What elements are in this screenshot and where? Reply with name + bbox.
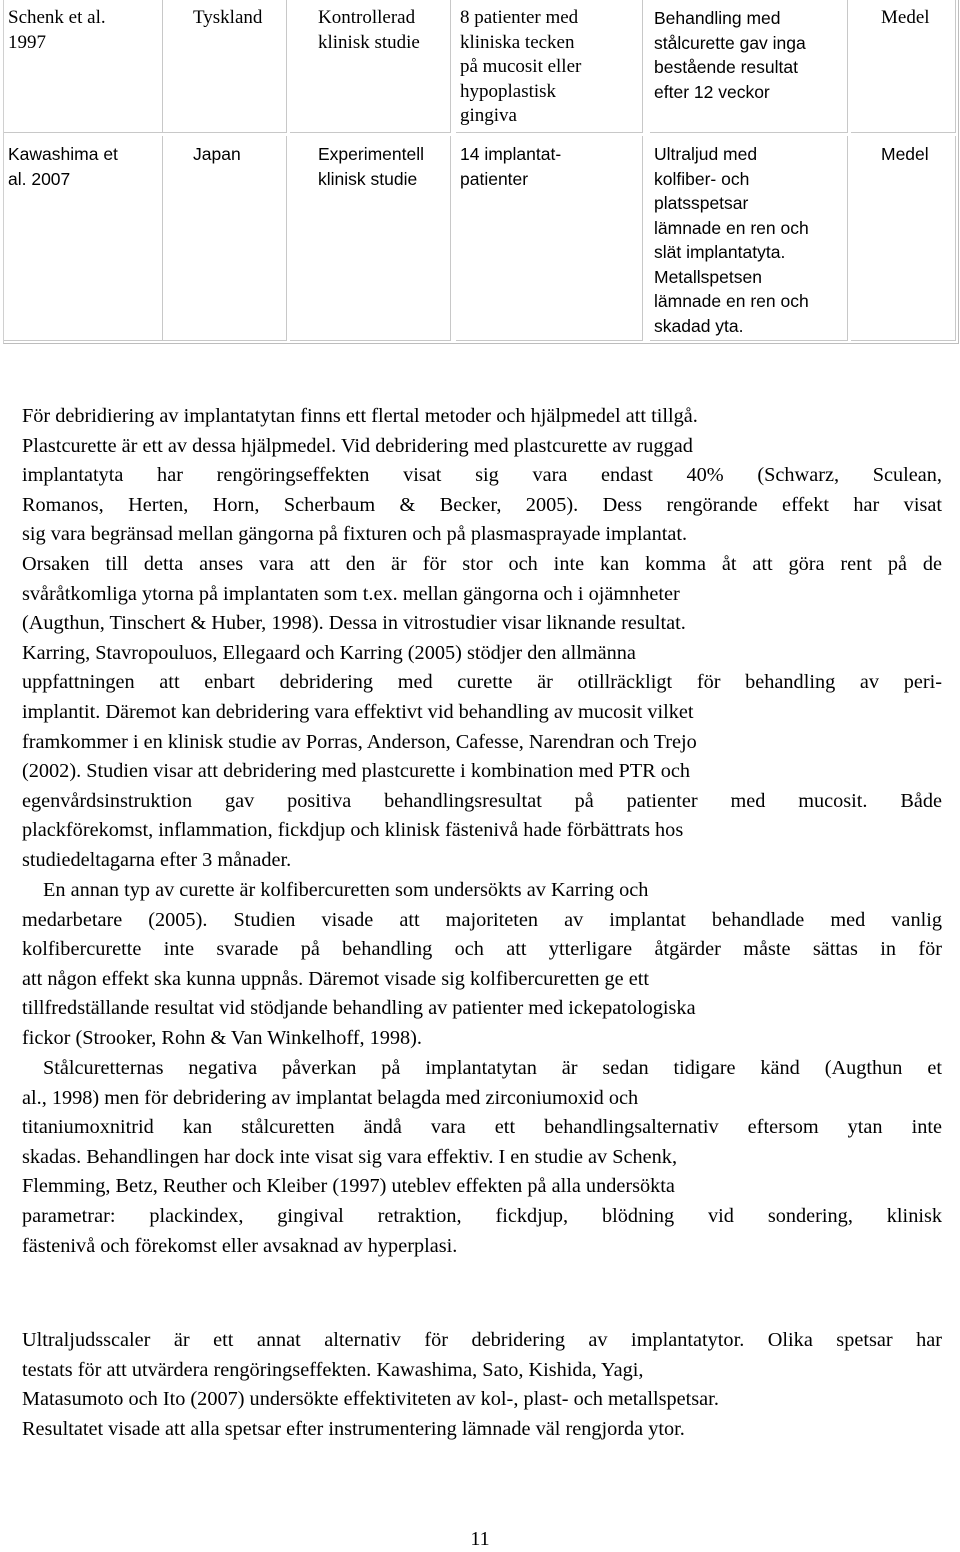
text-line: Stålcuretternas negativa påverkan på implantatytan är sedan tidigare känd (Augthun et [43, 1057, 942, 1079]
text-line: sig vara begränsad mellan gängorna på fixturen och på plasmasprayade implantat. [22, 523, 688, 546]
text-line: Matasumoto och Ito (2007) undersökte effektiviteten av kol-, plast- och metallspetsar. [22, 1388, 719, 1411]
cell-line: skadad yta. [654, 315, 744, 336]
cell-line: kliniska tecken [460, 31, 575, 53]
studies-table [3, 0, 959, 344]
cell-line: Kontrollerad [318, 7, 416, 28]
text-line: (2002). Studien visar att debridering med plastcurette i kombination med PTR och [22, 760, 691, 783]
text-line: Karring, Stavropouluos, Ellegaard och Karring (2005) stödjer den allmänna [22, 641, 636, 664]
cell-sample-2 [456, 136, 643, 341]
cell-line: klinisk studie [318, 31, 420, 53]
text-line: plackförekomst, inflammation, fickdjup och klinisk fästenivå hade förbättrats hos [22, 819, 684, 842]
cell-line: lämnade en ren och [654, 217, 809, 238]
text-line: studiedeltagarna efter 3 månader. [22, 848, 292, 871]
cell-design-1 [290, 0, 451, 133]
cell-line: 8 patienter med [460, 7, 579, 28]
text-line: uppfattningen att enbart debridering med curette är otillräckligt för behandling av peri- [22, 671, 942, 694]
page-number: 11 [470, 1528, 490, 1550]
cell-quality-2 [851, 136, 956, 341]
cell-line: Ultraljud med [654, 144, 758, 164]
cell-line: Schenk et al. [8, 7, 106, 28]
cell-line: 1997 [8, 31, 46, 53]
paragraph-3 [22, 1054, 942, 1261]
cell-line: klinisk studie [318, 168, 418, 189]
text-line: testats för att utvärdera rengöringseffekten. Kawashima, Sato, Kishida, Yagi, [22, 1358, 644, 1381]
cell-line: Kawashima et [8, 144, 118, 164]
cell-author-2 [4, 136, 163, 341]
text-line: fästenivå och förekomst eller avsaknad av hyperplasi. [22, 1234, 458, 1257]
cell-author-1 [4, 0, 163, 133]
text-line: att någon effekt ska kunna uppnås. Däremot visade sig kolfibercuretten ge ett [22, 967, 650, 990]
cell-line: Medel [881, 144, 929, 164]
cell-sample-1 [456, 0, 643, 133]
cell-line: lämnade en ren och [654, 291, 809, 311]
cell-line: hypoplastisk [460, 80, 557, 102]
text-line: Plastcurette är ett av dessa hjälpmedel. Vid debridering med plastcurette av ruggad [22, 434, 693, 457]
cell-line: al. 2007 [8, 168, 71, 189]
text-line: implantit. Däremot kan debridering vara effektivt vid behandling av mucosit vilket [22, 700, 694, 723]
cell-quality-1 [851, 0, 956, 133]
cell-line: gingiva [460, 105, 517, 126]
text-line: Flemming, Betz, Reuther och Kleiber (1997) uteblev effekten på alla undersökta [22, 1175, 675, 1198]
cell-country-2 [163, 136, 287, 341]
cell-line: stålcurette gav inga [654, 32, 806, 53]
text-line: tillfredställande resultat vid stödjande behandling av patienter med ickepatologiska [22, 997, 696, 1020]
cell-line: Experimentell [318, 144, 425, 164]
text-line: medarbetare (2005). Studien visade att majoriteten av implantat behandlade med vanlig [22, 908, 942, 931]
cell-line: Tyskland [193, 7, 263, 28]
cell-country-1 [163, 0, 287, 133]
cell-line: Behandling med [654, 8, 781, 28]
text-line: fickor (Strooker, Rohn & Van Winkelhoff, 1998). [22, 1026, 422, 1049]
cell-result-1 [650, 0, 848, 133]
text-line: En annan typ av curette är kolfibercuretten som undersökts av Karring och [43, 879, 649, 901]
cell-line: 14 implantat- [460, 144, 562, 164]
paragraph-4 [22, 1326, 942, 1444]
text-line: titaniumoxnitrid kan stålcuretten ändå vara ett behandlingsalternativ eftersom ytan inte [22, 1116, 942, 1139]
cell-line: patienter [460, 168, 529, 189]
text-line: skadas. Behandlingen har dock inte visat sig vara effektiv. I en studie av Schenk, [22, 1145, 678, 1168]
text-line: För debridiering av implantatytan finns ett flertal metoder och hjälpmedel att tillgå. [22, 405, 698, 427]
cell-line: Japan [193, 144, 241, 164]
text-line: implantatyta har rengöringseffekten visat sig vara endast 40% (Schwarz, Sculean, [22, 464, 942, 487]
paragraph-2 [22, 876, 942, 1054]
cell-design-2 [290, 136, 451, 341]
text-line: (Augthun, Tinschert & Huber, 1998). Dessa in vitrostudier visar liknande resultat. [22, 612, 686, 635]
text-line: Ultraljudsscaler är ett annat alternativ för debridering av implantatytor. Olika spetsar har [22, 1329, 942, 1351]
text-line: parametrar: plackindex, gingival retraktion, fickdjup, blödning vid sondering, klinisk [22, 1204, 942, 1227]
cell-line: bestående resultat [654, 57, 798, 77]
cell-line: på mucosit eller [460, 56, 582, 77]
text-line: Romanos, Herten, Horn, Scherbaum & Becker, 2005). Dess rengörande effekt har visat [22, 493, 942, 516]
text-line: Orsaken till detta anses vara att den är för stor och inte kan komma åt att göra rent på de [22, 552, 942, 575]
cell-line: slät implantatyta. [654, 242, 786, 262]
cell-line: Metallspetsen [654, 266, 762, 287]
cell-line: Medel [881, 7, 930, 28]
text-line: framkommer i en klinisk studie av Porras, Anderson, Cafesse, Narendran och Trejo [22, 730, 697, 753]
text-line: al., 1998) men för debridering av implantat belagda med zirconiumoxid och [22, 1086, 639, 1109]
cell-line: platsspetsar [654, 193, 749, 213]
text-line: Resultatet visade att alla spetsar efter instrumentering lämnade väl rengjorda ytor. [22, 1417, 685, 1440]
cell-line: kolfiber- och [654, 168, 750, 189]
paragraph-1 [22, 402, 942, 876]
text-line: egenvårdsinstruktion gav positiva behandlingsresultat på patienter med mucosit. Både [22, 789, 942, 812]
text-line: svåråtkomliga ytorna på implantaten som t.ex. mellan gängorna och i ojämnheter [22, 582, 680, 605]
cell-line: efter 12 veckor [654, 81, 770, 102]
text-line: kolfibercurette inte svarade på behandling och att ytterligare åtgärder måste sättas in för [22, 938, 942, 961]
cell-result-2 [650, 136, 848, 341]
